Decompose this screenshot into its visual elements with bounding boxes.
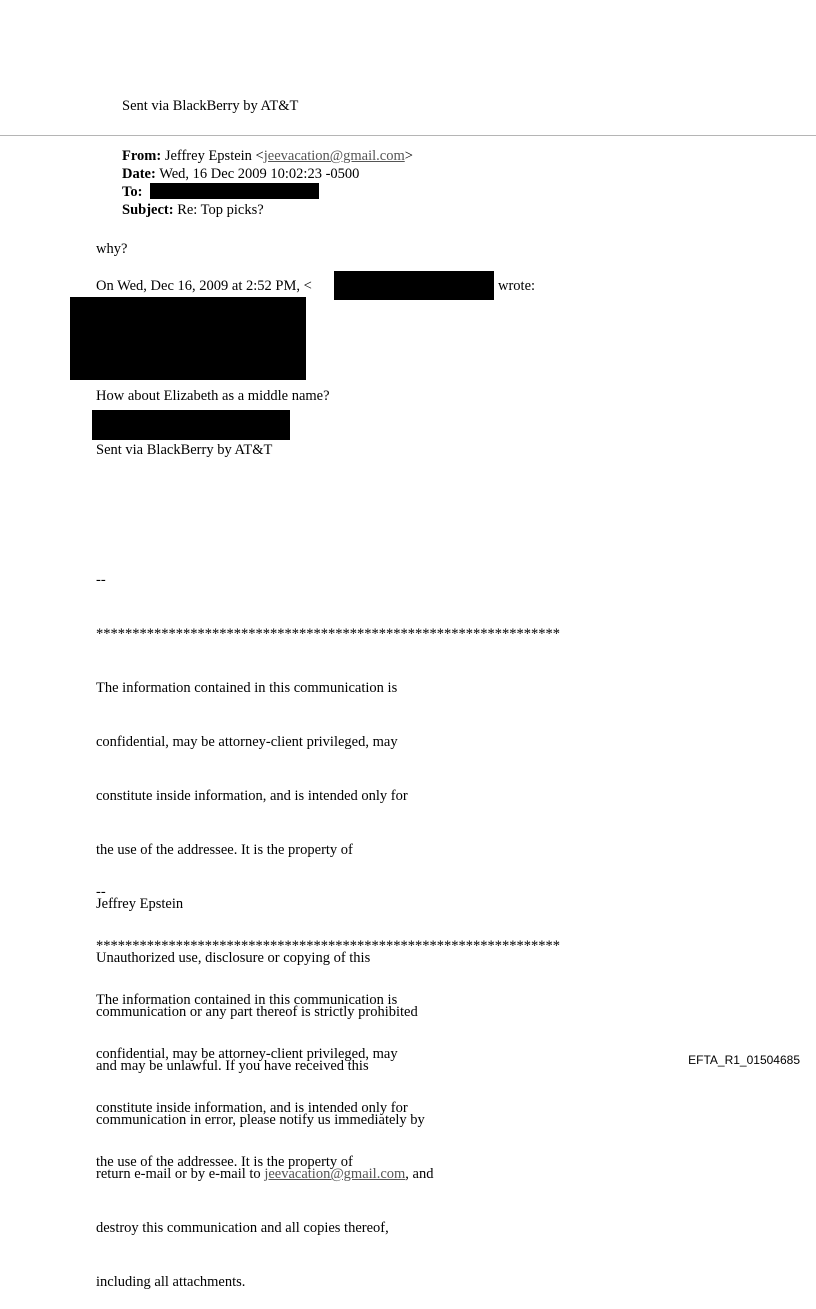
disclaimer-2: [96, 847, 560, 1189]
top-signature: Sent via BlackBerry by AT&T: [122, 98, 299, 114]
disclaimer-line: The information contained in this communication is: [96, 992, 398, 1008]
disclaimer-line: constitute inside information, and is intended only for: [96, 1100, 408, 1116]
disclaimer-line: constitute inside information, and is intended only for: [96, 788, 408, 804]
date-line: Date: Wed, 16 Dec 2009 10:02:23 -0500: [122, 166, 360, 182]
quoted-signature: Sent via BlackBerry by AT&T: [96, 442, 273, 458]
disclaimer-line: communication or any part thereof is strictly prohibited: [96, 1004, 418, 1020]
redaction-quoted-name: [92, 410, 290, 440]
disclaimer-link-line: return e-mail or by e-mail to jeevacation@gmail.com, and: [96, 1166, 434, 1182]
from-line: From: Jeffrey Epstein <jeevacation@gmail.com>: [122, 148, 413, 164]
disclaimer-line: and may be unlawful. If you have received this: [96, 1058, 369, 1074]
bates-number: EFTA_R1_01504685: [688, 1053, 800, 1067]
redaction-sender: [334, 271, 494, 300]
disclaimer-line: destroy this communication and all copies thereof,: [96, 1220, 389, 1236]
disclaimer-line: Unauthorized use, disclosure or copying of this: [96, 950, 371, 966]
disclaimer-line: The information contained in this communication is: [96, 680, 398, 696]
disclaimer-dashes: --: [96, 572, 106, 588]
disclaimer-email-link[interactable]: jeevacation@gmail.com: [264, 1166, 406, 1182]
from-name: Jeffrey Epstein <: [164, 148, 264, 164]
date-value: Wed, 16 Dec 2009 10:02:23 -0500: [159, 166, 360, 182]
subject-line: Subject: Re: Top picks?: [122, 202, 264, 218]
reply-text: why?: [96, 241, 128, 257]
disclaimer-dashes: --: [96, 884, 106, 900]
subject-value: Re: Top picks?: [177, 202, 264, 218]
message-separator: [0, 135, 816, 136]
redaction-quoted-block: [70, 297, 306, 380]
redaction-to: [150, 183, 319, 199]
from-email-link[interactable]: jeevacation@gmail.com: [263, 148, 405, 164]
disclaimer-line: Jeffrey Epstein: [96, 896, 184, 912]
quote-wrote: wrote:: [498, 278, 536, 294]
disclaimer-line: the use of the addressee. It is the property of: [96, 842, 353, 858]
disclaimer-line: the use of the addressee. It is the property of: [96, 1154, 353, 1170]
disclaimer-stars: ****************************************************************: [96, 626, 560, 642]
quote-intro: On Wed, Dec 16, 2009 at 2:52 PM, <: [96, 278, 312, 294]
disclaimer-line: including all attachments.: [96, 1274, 246, 1290]
disclaimer-stars: ****************************************************************: [96, 938, 560, 954]
quoted-question: How about Elizabeth as a middle name?: [96, 388, 330, 404]
disclaimer-line: confidential, may be attorney-client privileged, may: [96, 1046, 398, 1062]
disclaimer-line: confidential, may be attorney-client privileged, may: [96, 734, 398, 750]
to-line: To:: [122, 184, 143, 200]
disclaimer-line: communication in error, please notify us immediately by: [96, 1112, 425, 1128]
